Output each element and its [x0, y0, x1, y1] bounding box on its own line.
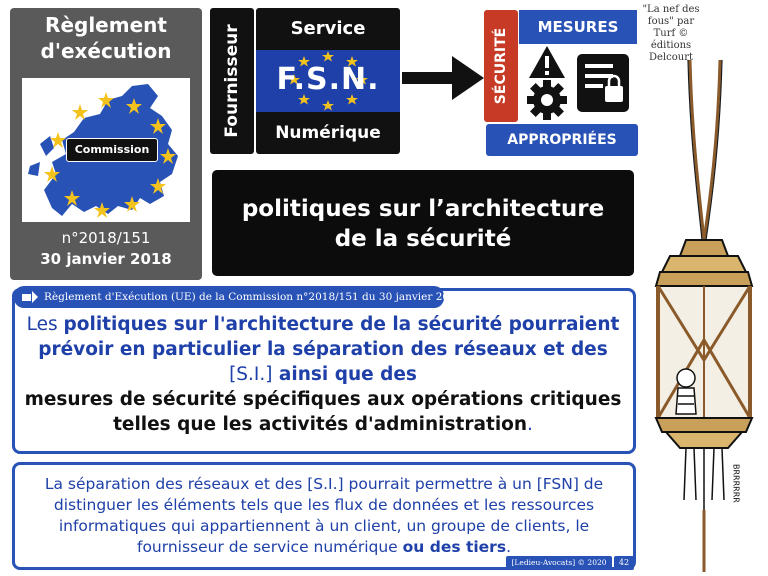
regulation-title-line1: Règlement	[45, 13, 167, 37]
credit-line1: "La nef des	[642, 4, 700, 15]
measures-label: MESURES	[519, 10, 637, 44]
paragraph2-part2: ou des tiers	[402, 538, 507, 556]
illustration-credit	[642, 4, 700, 64]
paragraph2-part3: .	[506, 538, 511, 556]
security-icons	[519, 44, 637, 122]
explanation-paragraph	[18, 474, 630, 558]
regulation-title-line2: d'exécution	[40, 39, 172, 63]
paragraph1-part1: Les	[26, 314, 64, 335]
eu-map-image	[22, 78, 190, 222]
fsn-bottom-label: Numérique	[256, 112, 400, 154]
paragraph2-part1: La séparation des réseaux et des [S.I.] pourrait permettre à un [FSN] de distinguer les éléments tels que les flux de données et les ressources informatiques qui appartiennent à un client, un groupe de clients, le fournisseur de service numérique	[44, 475, 604, 556]
paragraph1-part6: .	[527, 414, 533, 435]
warning-gear-document-icons	[519, 44, 637, 122]
paragraph1-part4: ainsi que des	[272, 364, 417, 385]
citation-paragraph	[16, 312, 630, 437]
paragraph1-part3: [S.I.]	[229, 364, 273, 385]
regulation-number: n°2018/151	[61, 229, 151, 247]
credit-line3: Turf ©	[653, 28, 689, 39]
security-side-panel	[484, 10, 518, 122]
paragraph1-part2: politiques sur l'architecture de la sécurité pourraient prévoir en particulier la séparation des réseaux et des	[38, 314, 620, 360]
page-number: 42	[614, 556, 634, 570]
commission-label: Commission	[66, 138, 158, 162]
fsn-eu-flag	[256, 50, 400, 112]
arrow-right-icon-head	[32, 291, 38, 303]
regulation-date: 30 janvier 2018	[40, 250, 172, 268]
regulation-title	[10, 12, 202, 64]
title-banner	[212, 170, 634, 276]
citation-tab	[14, 286, 463, 308]
right-arrow-icon	[402, 56, 484, 100]
title-line1: politiques sur l’architecture	[241, 196, 605, 222]
fsn-side-label: Fournisseur	[222, 24, 242, 138]
fsn-acronym: F.S.N.	[276, 62, 380, 97]
paragraph1-part5: mesures de sécurité spécifiques aux opérations critiques telles que les activités d'administration	[24, 389, 622, 435]
fsn-top-label: Service	[256, 8, 400, 50]
credit-line2: fous" par	[647, 16, 695, 27]
arrow-right-icon	[22, 294, 31, 301]
illustration-signature: BRRRRRR	[731, 464, 741, 503]
regulation-card	[10, 8, 202, 280]
credit-line4: éditions	[650, 40, 692, 51]
credit-line5: Delcourt	[649, 52, 693, 63]
citation-text: Règlement d'Exécution (UE) de la Commission n°2018/151 du 30 janvier 2018	[44, 291, 463, 303]
footer-copyright: [Ledieu-Avocats] © 2020	[506, 556, 612, 570]
lantern-illustration	[642, 60, 766, 572]
security-side-label: SÉCURITÉ	[493, 27, 509, 105]
fsn-side-panel	[210, 8, 254, 154]
title-line2: de la sécurité	[334, 226, 512, 252]
appropriate-label: APPROPRIÉES	[486, 124, 638, 156]
